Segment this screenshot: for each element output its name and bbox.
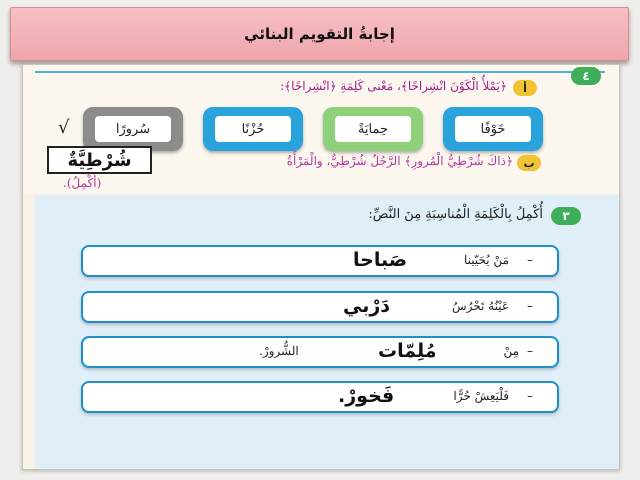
row-answer: مُلِمّات: [378, 340, 437, 362]
option-khawf[interactable]: [443, 107, 543, 151]
option-label: سُرورًا: [95, 116, 171, 142]
row-dash: –: [527, 344, 533, 358]
divider-line: [35, 71, 605, 73]
part-b-hint: (أُكْمِلُ).: [63, 176, 102, 190]
option-himaya[interactable]: [323, 107, 423, 151]
section-instruction: أُكْمِلُ بِالْكَلِمَةِ الْمُناسِبَةِ مِنَ النَّصِّ:: [368, 207, 543, 222]
option-label: حِمايَةً: [335, 116, 411, 142]
part-b-badge: ب: [517, 155, 541, 171]
check-mark-icon: √: [58, 117, 70, 138]
option-label: خَوْفًا: [455, 116, 531, 142]
part-a-badge: أ: [513, 80, 537, 96]
row-answer: صَباحا: [353, 249, 408, 271]
option-label: حُزْنًا: [215, 116, 291, 142]
header-bar: [10, 7, 629, 61]
row-text: مِنْ: [503, 344, 519, 358]
fill-row: [81, 336, 559, 368]
answer-box-shurtiya: شُرْطِيَّةٌ: [47, 146, 152, 174]
worksheet-page: [22, 64, 620, 470]
row-text: فَلْيَعِشْ حُرًّا: [453, 389, 509, 403]
question-number-badge: ٤: [571, 67, 601, 85]
row-dash: –: [527, 389, 533, 403]
header-title: إجابةُ التقويم البنائي: [244, 25, 395, 43]
row-suffix: الشُّرورْ.: [259, 344, 299, 358]
row-text: مَنْ يُحَيّينا: [464, 253, 509, 267]
row-dash: –: [527, 253, 533, 267]
part-b-question: ﴿ذاكَ شُرْطِيُّ الْمُرورِ﴾ الرَّجُلُ شُرْطِيٌّ، والْمَرْأَةُ: [286, 154, 513, 168]
row-answer: فَخورْ.: [338, 385, 395, 407]
option-huzn[interactable]: [203, 107, 303, 151]
completion-section: [35, 195, 619, 469]
row-answer: دَرْبي: [343, 295, 391, 317]
part-a-question: ﴿يَمْلأُ الْكَوْنَ انْشِراحًا﴾، مَعْنى كَلِمَةِ ﴿انْشِراحًا﴾:: [280, 79, 507, 93]
question-number-badge: ٣: [551, 207, 581, 225]
option-surur[interactable]: [83, 107, 183, 151]
row-text: عَيْنُهُ تَحْرُسُ: [451, 299, 509, 313]
row-dash: –: [527, 299, 533, 313]
